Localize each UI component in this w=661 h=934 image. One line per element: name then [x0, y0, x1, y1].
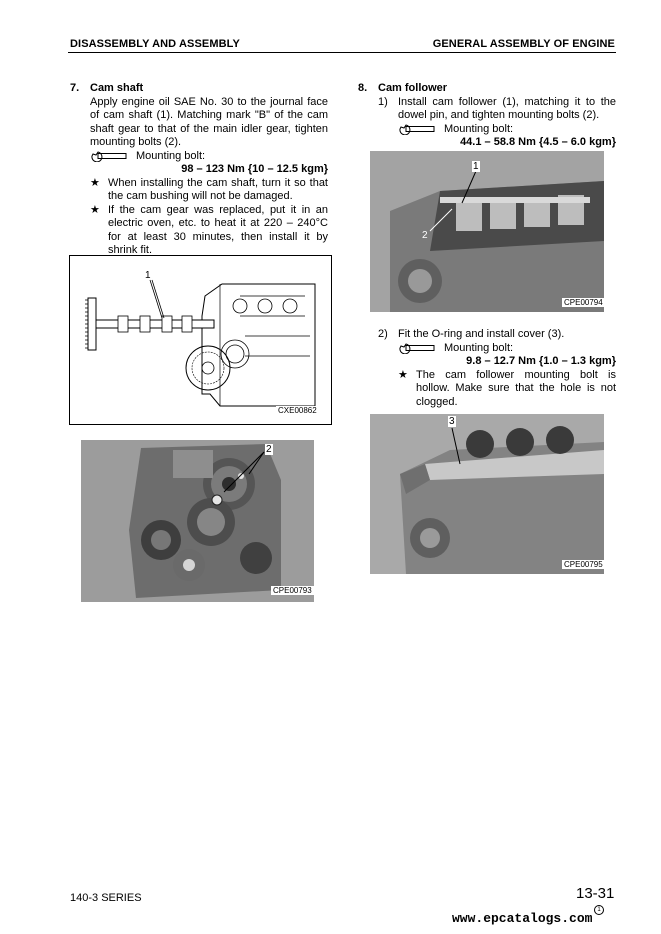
- star-icon: ★: [398, 368, 408, 381]
- callout-label: 2: [422, 230, 428, 241]
- header-left: DISASSEMBLY AND ASSEMBLY: [70, 38, 240, 50]
- torque-value: 98 – 123 Nm {10 – 12.5 kgm}: [181, 163, 328, 175]
- note-text: If the cam gear was replaced, put it in an electric oven, etc. to heat it at 220 – 240°C for at least 30 minutes, then install it by shrink fit.: [108, 203, 328, 256]
- section-heading: [70, 82, 328, 96]
- header-rule: [68, 52, 616, 53]
- torque-value: 9.8 – 12.7 Nm {1.0 – 1.3 kgm}: [466, 355, 616, 367]
- gear-train-photo: [81, 440, 314, 602]
- torque-label: Mounting bolt:: [444, 122, 514, 135]
- header-right: GENERAL ASSEMBLY OF ENGINE: [432, 38, 615, 50]
- section-number: 8.: [358, 82, 368, 94]
- note-item: [90, 204, 328, 258]
- callout-label: 2: [266, 444, 272, 455]
- step2-block: [358, 328, 616, 409]
- callout-label: 3: [449, 416, 455, 427]
- section-cam-follower: [358, 82, 616, 150]
- page-number: 13-31: [576, 885, 615, 902]
- torque-spec: [398, 342, 616, 356]
- star-icon: ★: [90, 176, 100, 189]
- figure-code: CPE00794: [564, 298, 603, 307]
- torque-spec: [398, 123, 616, 137]
- step-item: [378, 328, 616, 342]
- step-number: 1): [378, 95, 388, 108]
- section-cam-shaft: [70, 82, 328, 258]
- torque-label: Mounting bolt:: [136, 149, 206, 162]
- watermark-url[interactable]: www.epcatalogs.com: [452, 911, 593, 926]
- note-item: [90, 177, 328, 204]
- figure-code: CPE00793: [273, 586, 312, 595]
- section-heading: [358, 82, 616, 96]
- torque-label: Mounting bolt:: [444, 341, 514, 354]
- camshaft-drawing: [70, 256, 331, 424]
- figure-code: CXE00862: [278, 406, 317, 415]
- figure-camshaft-drawing: [69, 255, 332, 425]
- step-text: Fit the O-ring and install cover (3).: [398, 328, 565, 340]
- figure-gear-train-photo: [81, 440, 314, 602]
- cam-follower-photo: [370, 151, 604, 312]
- note-text: When installing the cam shaft, turn it so that the cam bushing will not be damaged.: [108, 176, 328, 202]
- step-item: [378, 96, 616, 123]
- instruction-text: Apply engine oil SAE No. 30 to the journal face of cam shaft (1). Matching mark "B" of the cam shaft gear to that of the main idler gear, tighten mounting bolts (2).: [90, 95, 328, 148]
- torque-wrench-icon: [90, 150, 128, 162]
- figure-code: CPE00795: [564, 560, 603, 569]
- torque-wrench-icon: [398, 123, 436, 135]
- section-title: Cam follower: [378, 82, 448, 94]
- section-title: Cam shaft: [90, 82, 144, 94]
- star-icon: ★: [90, 203, 100, 216]
- callout-label: 1: [145, 270, 151, 281]
- figure-cover-photo: [370, 414, 604, 574]
- step-number: 2): [378, 328, 388, 340]
- torque-spec: [90, 150, 328, 164]
- series-label: 140-3 SERIES: [70, 892, 142, 904]
- note-text: The cam follower mounting bolt is hollow. Make sure that the hole is not clogged.: [416, 368, 616, 408]
- revision-mark: 1: [594, 905, 604, 915]
- torque-wrench-icon: [398, 342, 436, 354]
- torque-value: 44.1 – 58.8 Nm {4.5 – 6.0 kgm}: [460, 136, 616, 148]
- figure-cam-follower-photo: [370, 151, 604, 312]
- callout-label: 1: [473, 161, 479, 172]
- note-item: [398, 369, 616, 410]
- cover-photo: [370, 414, 604, 574]
- step-text: Install cam follower (1), matching it to the dowel pin, and tighten mounting bolts (2).: [398, 95, 616, 121]
- section-number: 7.: [70, 82, 80, 94]
